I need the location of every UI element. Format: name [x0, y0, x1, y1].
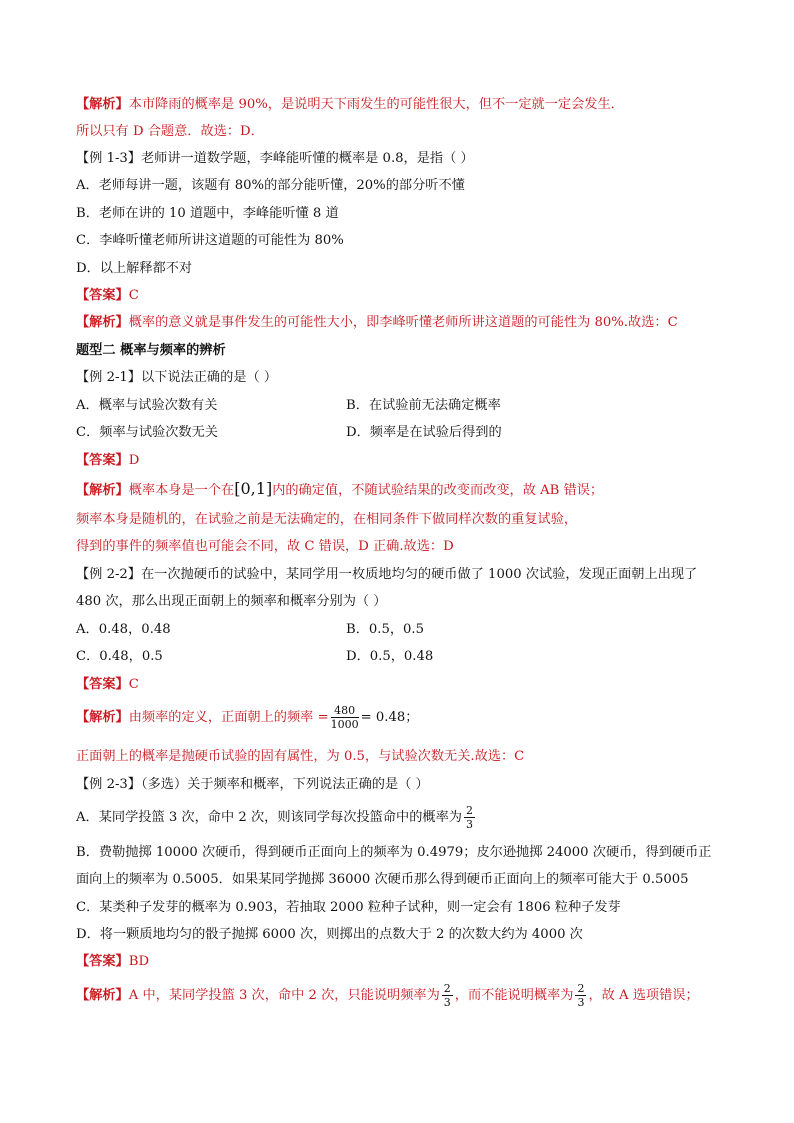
fraction: [575, 982, 586, 1009]
analysis-tag: 【解析】: [76, 315, 129, 330]
option-text: A．某同学投篮 3 次，命中 2 次，则该同学每次投篮命中的概率为: [76, 810, 462, 825]
analysis-text: 概率的意义就是事件发生的可能性大小，即李峰听懂老师所讲这道题的可能性为 80%.故选：C: [128, 315, 678, 330]
answer-tag: 【答案】: [76, 453, 129, 468]
analysis-tag: 【解析】: [76, 988, 129, 1003]
question-stem: 480 次，那么出现正面朝上的频率和概率分别为（ ）: [76, 594, 387, 609]
analysis-text: ，故 A 选项错误；: [588, 988, 699, 1003]
analysis-text: A 中，某同学投篮 3 次，命中 2 次，只能说明频率为: [128, 988, 440, 1003]
fraction-numerator: 480: [331, 704, 359, 718]
option-a: A．0.48，0.48: [76, 622, 171, 637]
option-c: C．频率与试验次数无关: [76, 425, 218, 440]
section-heading: 题型二 概率与频率的辨析: [76, 343, 226, 358]
option-b: B．老师在讲的 10 道题中，李峰能听懂 8 道: [76, 206, 339, 221]
question-stem: 【例 2-1】以下说法正确的是（ ）: [76, 370, 278, 385]
analysis-tag: 【解析】: [76, 710, 129, 725]
fraction-numerator: 2: [443, 982, 451, 995]
analysis-line: [76, 538, 454, 556]
analysis-tag: 【解析】: [76, 97, 129, 112]
fraction-numerator: 2: [577, 982, 585, 995]
fraction-denominator: 1000: [330, 718, 359, 731]
option-a: [76, 804, 477, 831]
analysis-line: [76, 314, 678, 332]
option-a: A．概率与试验次数有关: [76, 398, 218, 413]
analysis-line: [76, 748, 524, 766]
question-stem: 【例 2-2】在一次抛硬币的试验中，某同学用一枚质地均匀的硬币做了 1000 次试验，发现正面朝上出现了: [76, 567, 698, 582]
answer-tag: 【答案】: [76, 288, 129, 303]
option-b-continued: 面向上的频率为 0.5005．如果某同学抛掷 36000 次硬币那么得到硬币正面向上的频率可能大于 0.5005: [76, 872, 689, 887]
analysis-text: 由频率的定义，正面朝上的频率 =: [128, 710, 329, 725]
analysis-text: 概率本身是一个在: [128, 483, 235, 498]
analysis-text: 得到的事件的频率值也可能会不同，故 C 错误，D 正确.故选：D: [76, 539, 454, 554]
option-b: B．0.5，0.5: [346, 622, 425, 637]
analysis-tag: 【解析】: [76, 483, 129, 498]
analysis-text: 频率本身是随机的，在试验之前是无法确定的，在相同条件下做同样次数的重复试验，: [76, 512, 578, 527]
option-d: D．将一颗质地均匀的骰子抛掷 6000 次，则掷出的点数大于 2 的次数大约为 4000 次: [76, 927, 583, 942]
answer-line: [76, 953, 149, 971]
fraction: [464, 804, 475, 831]
analysis-text: = 0.48；: [360, 710, 419, 725]
option-a: A．老师每讲一题，该题有 80%的部分能听懂，20%的部分听不懂: [76, 178, 465, 193]
analysis-line: [76, 704, 418, 732]
analysis-line: [76, 96, 624, 114]
question-stem: 【例 2-3】（多选）关于频率和概率，下列说法正确的是（ ）: [76, 777, 429, 792]
fraction: [442, 982, 453, 1009]
analysis-text: 所以只有 D 合题意．故选：D．: [76, 124, 264, 139]
option-b: B．费勒抛掷 10000 次硬币，得到硬币正面向上的频率为 0.4979；皮尔逊抛掷 24000 次硬币，得到硬币正: [76, 845, 712, 860]
option-c: C．某类种子发芽的概率为 0.903，若抽取 2000 粒种子试种，则一定会有 1806 粒种子发芽: [76, 900, 621, 915]
answer-line: [76, 452, 139, 470]
analysis-line: [76, 480, 603, 500]
interval: [0,1]: [234, 479, 273, 498]
option-b: B．在试验前无法确定概率: [346, 398, 501, 413]
fraction: [331, 704, 359, 731]
fraction-denominator: 3: [465, 818, 473, 831]
analysis-line: [76, 982, 699, 1010]
analysis-line: [76, 511, 577, 529]
answer-line: [76, 676, 139, 694]
option-c: C．0.48，0.5: [76, 649, 163, 664]
answer-tag: 【答案】: [76, 954, 129, 969]
question-stem: 【例 1-3】老师讲一道数学题，李峰能听懂的概率是 0.8，是指（ ）: [76, 151, 474, 166]
option-d: D．频率是在试验后得到的: [346, 425, 502, 440]
answer-value: BD: [128, 954, 150, 969]
analysis-line: [76, 123, 264, 141]
analysis-text: 正面朝上的概率是抛硬币试验的固有属性，为 0.5，与试验次数无关.故选：C: [76, 749, 525, 764]
answer-value: C: [128, 677, 139, 692]
fraction-denominator: 3: [443, 996, 451, 1009]
analysis-text: 本市降雨的概率是 90%，是说明天下雨发生的可能性很大，但不一定就一定会发生．: [128, 97, 624, 112]
option-d: D．0.5，0.48: [346, 649, 434, 664]
answer-line: [76, 287, 139, 305]
option-c: C．李峰听懂老师所讲这道题的可能性为 80%: [76, 233, 344, 248]
answer-tag: 【答案】: [76, 677, 129, 692]
fraction-numerator: 2: [465, 804, 473, 817]
fraction-denominator: 3: [577, 996, 585, 1009]
answer-value: D: [128, 453, 140, 468]
answer-value: C: [128, 288, 139, 303]
analysis-text: ，而不能说明概率为: [454, 988, 574, 1003]
option-d: D．以上解释都不对: [76, 261, 193, 276]
analysis-text: 内的确定值，不随试验结果的改变而改变，故 AB 错误；: [272, 483, 604, 498]
